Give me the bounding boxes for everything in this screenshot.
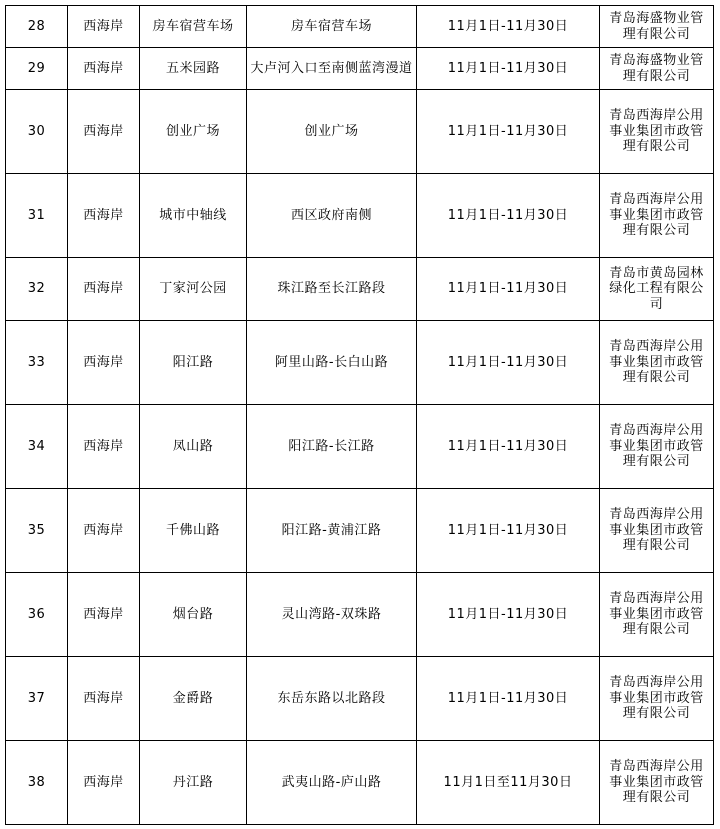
- row-number: 31: [6, 174, 68, 258]
- road-cell: 城市中轴线: [140, 174, 247, 258]
- section-cell: 珠江路至长江路段: [247, 258, 417, 321]
- district-cell: 西海岸: [68, 489, 140, 573]
- org-cell: 青岛西海岸公用事业集团市政管理有限公司: [600, 489, 714, 573]
- org-cell: 青岛海盛物业管理有限公司: [600, 6, 714, 48]
- district-cell: 西海岸: [68, 174, 140, 258]
- district-cell: 西海岸: [68, 405, 140, 489]
- district-cell: 西海岸: [68, 6, 140, 48]
- road-cell: 创业广场: [140, 90, 247, 174]
- period-cell: 11月1日-11月30日: [417, 174, 600, 258]
- org-cell: 青岛西海岸公用事业集团市政管理有限公司: [600, 741, 714, 825]
- table-row: [6, 657, 714, 741]
- district-cell: 西海岸: [68, 258, 140, 321]
- section-cell: 阳江路-长江路: [247, 405, 417, 489]
- table-row: [6, 174, 714, 258]
- district-cell: 西海岸: [68, 657, 140, 741]
- table-row: [6, 48, 714, 90]
- org-cell: 青岛海盛物业管理有限公司: [600, 48, 714, 90]
- section-cell: 西区政府南侧: [247, 174, 417, 258]
- section-cell: 东岳东路以北路段: [247, 657, 417, 741]
- org-cell: 青岛市黄岛园林绿化工程有限公司: [600, 258, 714, 321]
- row-number: 37: [6, 657, 68, 741]
- period-cell: 11月1日-11月30日: [417, 90, 600, 174]
- row-number: 34: [6, 405, 68, 489]
- period-cell: 11月1日-11月30日: [417, 321, 600, 405]
- org-cell: 青岛西海岸公用事业集团市政管理有限公司: [600, 90, 714, 174]
- period-cell: 11月1日-11月30日: [417, 258, 600, 321]
- section-cell: 大卢河入口至南侧蓝湾漫道: [247, 48, 417, 90]
- section-cell: 阳江路-黄浦江路: [247, 489, 417, 573]
- section-cell: 房车宿营车场: [247, 6, 417, 48]
- section-cell: 灵山湾路-双珠路: [247, 573, 417, 657]
- table-row: [6, 321, 714, 405]
- row-number: 38: [6, 741, 68, 825]
- row-number: 32: [6, 258, 68, 321]
- district-cell: 西海岸: [68, 48, 140, 90]
- org-cell: 青岛西海岸公用事业集团市政管理有限公司: [600, 657, 714, 741]
- table-row: [6, 489, 714, 573]
- period-cell: 11月1日-11月30日: [417, 405, 600, 489]
- district-cell: 西海岸: [68, 573, 140, 657]
- schedule-table: [5, 5, 714, 825]
- row-number: 29: [6, 48, 68, 90]
- district-cell: 西海岸: [68, 90, 140, 174]
- section-cell: 创业广场: [247, 90, 417, 174]
- period-cell: 11月1日-11月30日: [417, 657, 600, 741]
- period-cell: 11月1日-11月30日: [417, 489, 600, 573]
- table-row: [6, 405, 714, 489]
- row-number: 28: [6, 6, 68, 48]
- table-row: [6, 741, 714, 825]
- table-row: [6, 6, 714, 48]
- org-cell: 青岛西海岸公用事业集团市政管理有限公司: [600, 321, 714, 405]
- row-number: 35: [6, 489, 68, 573]
- road-cell: 丹江路: [140, 741, 247, 825]
- district-cell: 西海岸: [68, 741, 140, 825]
- org-cell: 青岛西海岸公用事业集团市政管理有限公司: [600, 405, 714, 489]
- period-cell: 11月1日-11月30日: [417, 6, 600, 48]
- road-cell: 房车宿营车场: [140, 6, 247, 48]
- section-cell: 武夷山路-庐山路: [247, 741, 417, 825]
- row-number: 36: [6, 573, 68, 657]
- table-row: [6, 90, 714, 174]
- period-cell: 11月1日-11月30日: [417, 573, 600, 657]
- table-body: [6, 6, 714, 825]
- road-cell: 烟台路: [140, 573, 247, 657]
- period-cell: 11月1日-11月30日: [417, 48, 600, 90]
- table-row: [6, 573, 714, 657]
- section-cell: 阿里山路-长白山路: [247, 321, 417, 405]
- road-cell: 千佛山路: [140, 489, 247, 573]
- road-cell: 阳江路: [140, 321, 247, 405]
- org-cell: 青岛西海岸公用事业集团市政管理有限公司: [600, 174, 714, 258]
- district-cell: 西海岸: [68, 321, 140, 405]
- row-number: 30: [6, 90, 68, 174]
- row-number: 33: [6, 321, 68, 405]
- table-row: [6, 258, 714, 321]
- road-cell: 五米园路: [140, 48, 247, 90]
- org-cell: 青岛西海岸公用事业集团市政管理有限公司: [600, 573, 714, 657]
- road-cell: 金爵路: [140, 657, 247, 741]
- period-cell: 11月1日至11月30日: [417, 741, 600, 825]
- road-cell: 凤山路: [140, 405, 247, 489]
- road-cell: 丁家河公园: [140, 258, 247, 321]
